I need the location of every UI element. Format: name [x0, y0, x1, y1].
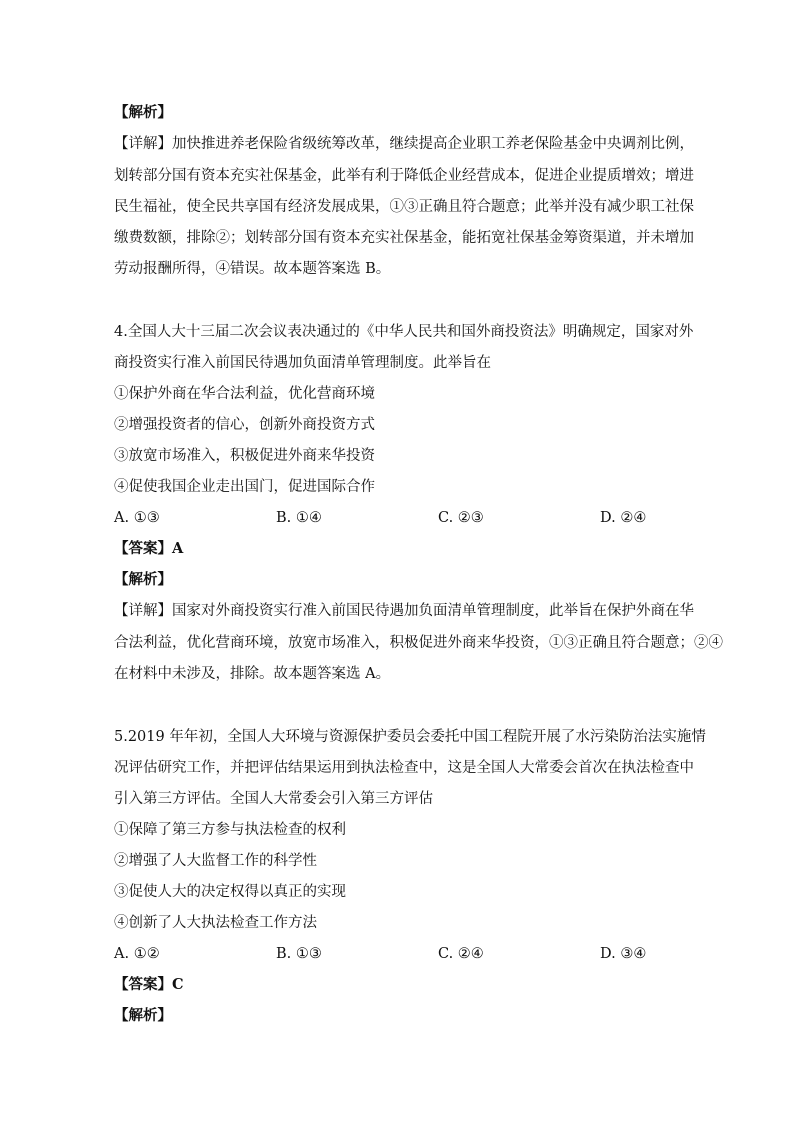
choice-b: B. ①④ [276, 510, 322, 526]
statement-item: ②增强了人大监督工作的科学性 [114, 853, 317, 869]
detail-line: 缴费数额，排除②；划转部分国有资本充实社保基金，能拓宽社保基金筹资渠道，并未增加 [114, 230, 694, 246]
detail-line: 劳动报酬所得，④错误。故本题答案选 B。 [114, 261, 391, 277]
choice-d: D. ③④ [600, 946, 647, 962]
choice-a: A. ①② [114, 946, 160, 962]
choice-a: A. ①③ [114, 510, 160, 526]
detail-line: 划转部分国有资本充实社保基金，此举有利于降低企业经营成本，促进企业提质增效；增进 [114, 168, 694, 184]
detail-line: 【详解】国家对外商投资实行准入前国民待遇加负面清单管理制度，此举旨在保护外商在华 [114, 603, 694, 619]
statement-item: ①保护外商在华合法利益，优化营商环境 [114, 386, 375, 402]
choice-c: C. ②④ [438, 946, 484, 962]
statement-item: ③放宽市场准入，积极促进外商来华投资 [114, 448, 375, 464]
choice-c: C. ②③ [438, 510, 484, 526]
statement-item: ④创新了人大执法检查工作方法 [114, 915, 317, 931]
answer-line: 【答案】A [114, 540, 184, 557]
statement-item: ①保障了第三方参与执法检查的权利 [114, 822, 346, 838]
statement-item: ②增强投资者的信心，创新外商投资方式 [114, 417, 375, 433]
question-stem: 引入第三方评估。全国人大常委会引入第三方评估 [114, 791, 433, 807]
question-stem: 况评估研究工作，并把评估结果运用到执法检查中，这是全国人大常委会首次在执法检查中 [114, 760, 694, 776]
statement-item: ③促使人大的决定权得以真正的实现 [114, 884, 346, 900]
analysis-label: 【解析】 [114, 571, 172, 588]
choice-b: B. ①③ [276, 946, 322, 962]
question-stem: 4.全国人大十三届二次会议表决通过的《中华人民共和国外商投资法》明确规定，国家对外 [114, 324, 694, 340]
choice-d: D. ②④ [600, 510, 647, 526]
analysis-label: 【解析】 [114, 1007, 172, 1024]
detail-line: 合法利益，优化营商环境，放宽市场准入，积极促进外商来华投资，①③正确且符合题意；②④ [114, 635, 723, 651]
question-stem: 5.2019 年年初，全国人大环境与资源保护委员会委托中国工程院开展了水污染防治法实施情 [114, 729, 706, 745]
detail-line: 【详解】加快推进养老保险省级统筹改革，继续提高企业职工养老保险基金中央调剂比例， [114, 136, 694, 152]
analysis-label: 【解析】 [114, 104, 172, 121]
question-stem: 商投资实行准入前国民待遇加负面清单管理制度。此举旨在 [114, 355, 491, 371]
answer-line: 【答案】C [114, 976, 184, 993]
detail-line: 在材料中未涉及，排除。故本题答案选 A。 [114, 666, 391, 682]
statement-item: ④促使我国企业走出国门，促进国际合作 [114, 479, 375, 495]
detail-line: 民生福祉，使全民共享国有经济发展成果，①③正确且符合题意；此举并没有减少职工社保 [114, 199, 694, 215]
